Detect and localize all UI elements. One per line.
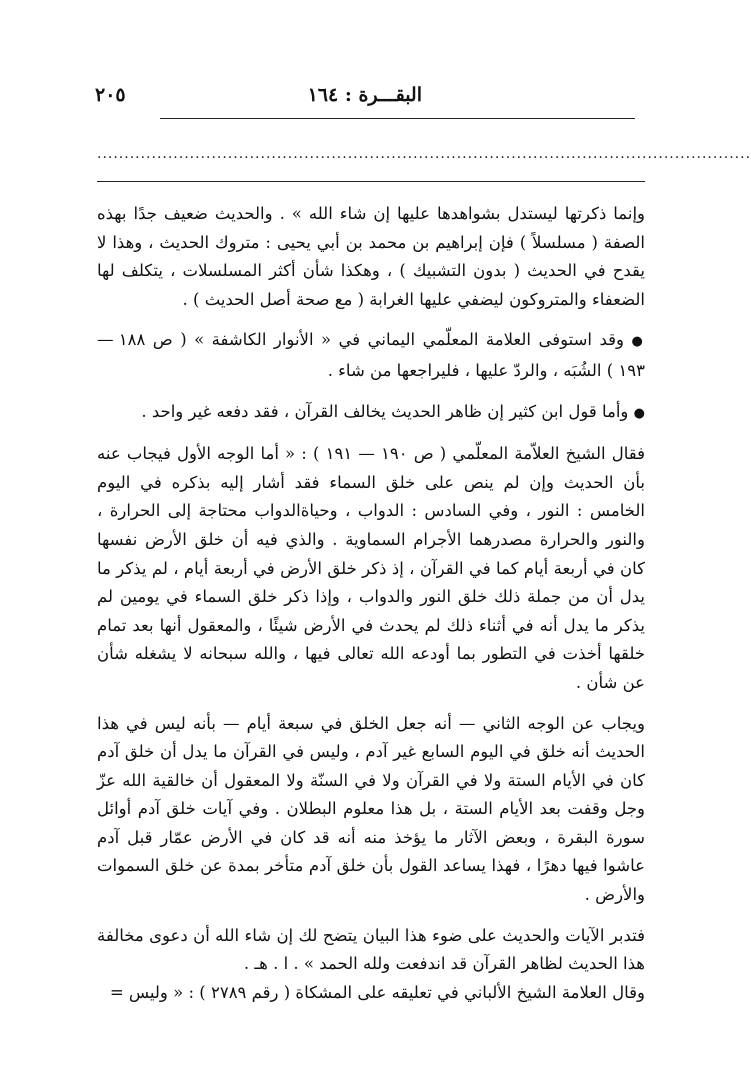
paragraph [97, 440, 645, 697]
footnote-rule [97, 181, 645, 182]
surah-verse-title: البقـــرة : ١٦٤ [307, 84, 422, 106]
bullet-icon: ● [631, 334, 646, 350]
footnote-text [97, 200, 645, 1007]
paragraph [97, 200, 645, 314]
paragraph-text: وإنما ذكرتها ليستدل بشواهدها عليها إن شاء الله » . والحديث ضعيف جدًا بهذه الصفة ( مسلسلاً ) فإن إبراهيم بن محمد بن أبي يحيى : متروك الحديث ، وهذا لا يقدح في الحديث ( بدون التشبيك ) ، وهكذا شأن أكثر المسلسلات ، يتكلف لها الضعفاء والمتروكون ليضفي عليها الغرابة ( مع صحة أصل الحديث ) . [97, 204, 645, 309]
running-header [95, 84, 640, 112]
paragraph [97, 979, 645, 1008]
paragraph [97, 710, 645, 910]
paragraph-text: وقد استوفى العلامة المعلّمي اليماني في « الأنوار الكاشفة » ( ص ١٨٨ — ١٩٣ ) الشُبَه ، والردّ عليها ، فليراجعها من شاء . [97, 330, 645, 380]
paragraph-text: فقال الشيخ العلاّمة المعلّمي ( ص ١٩٠ — ١٩١ ) : « أما الوجه الأول فيجاب عنه بأن الحديث وإن لم ينص على خلق السماء فقد أشار إليه بذكره في اليوم الخامس : النور ، وفي السادس : الدواب ، وحياةالدواب محتاجة إلى الحرارة ، والنور والحرارة مصدرهما الأجرام السماوية . والذي فيه أن خلق الأرض نفسها كان في أربعة أيام كما في القرآن ، إذ ذكر خلق الأرض في أربعة أيام ، لم يذكر ما يدل أن من جملة ذلك خلق النور والدواب ، وإذا ذكر خلق السماء في يومين لم يذكر ما يدل أنه في أثناء ذلك لم يحدث في الأرض شيئًا ، والمعقول أنها بعد تمام خلقها أخذت في التطور بما أودعه الله تعالى فيها ، والله سبحانه لا يشغله شأن عن شأن . [97, 444, 645, 692]
bullet-icon: ● [633, 405, 645, 421]
paragraph-text: ويجاب عن الوجه الثاني — أنه جعل الخلق في سبعة أيام — بأنه ليس في هذا الحديث أنه خلق في اليوم السابع غير آدم ، وليس في القرآن ما يدل أن خلق آدم كان في الأيام الستة ولا في القرآن ولا في السنّة ولا المعقول أن خالقية الله عزّ وجل وقفت بعد الأيام الستة ، بل هذا معلوم البطلان . وفي آيات خلق آدم أوائل سورة البقرة ، وبعض الآثار ما يؤخذ منه أنه قد كان في الأرض عمّار قبل آدم عاشوا فيها دهرًا ، فهذا يساعد القول بأن خلق آدم متأخر بمدة عن خلق السموات والأرض . [97, 713, 645, 905]
dotted-separator: ........................................................................................................................ [97, 146, 751, 162]
paragraph [97, 922, 645, 979]
paragraph [97, 326, 645, 385]
page-number: ٢٠٥ [95, 84, 126, 106]
header-rule [160, 118, 635, 119]
paragraph-text: فتدبر الآيات والحديث على ضوء هذا البيان يتضح لك إن شاء الله أن دعوى مخالفة هذا الحديث لظاهر القرآن قد اندفعت ولله الحمد » . ا . هـ . [97, 925, 645, 974]
paragraph-text: وأما قول ابن كثير إن ظاهر الحديث يخالف القرآن ، فقد دفعه غير واحد . [141, 401, 629, 421]
paragraph [97, 398, 645, 429]
paragraph-text: وقال العلامة الشيخ الألباني في تعليقه على المشكاة ( رقم ٢٧٨٩ ) : « وليس = [109, 982, 645, 1002]
